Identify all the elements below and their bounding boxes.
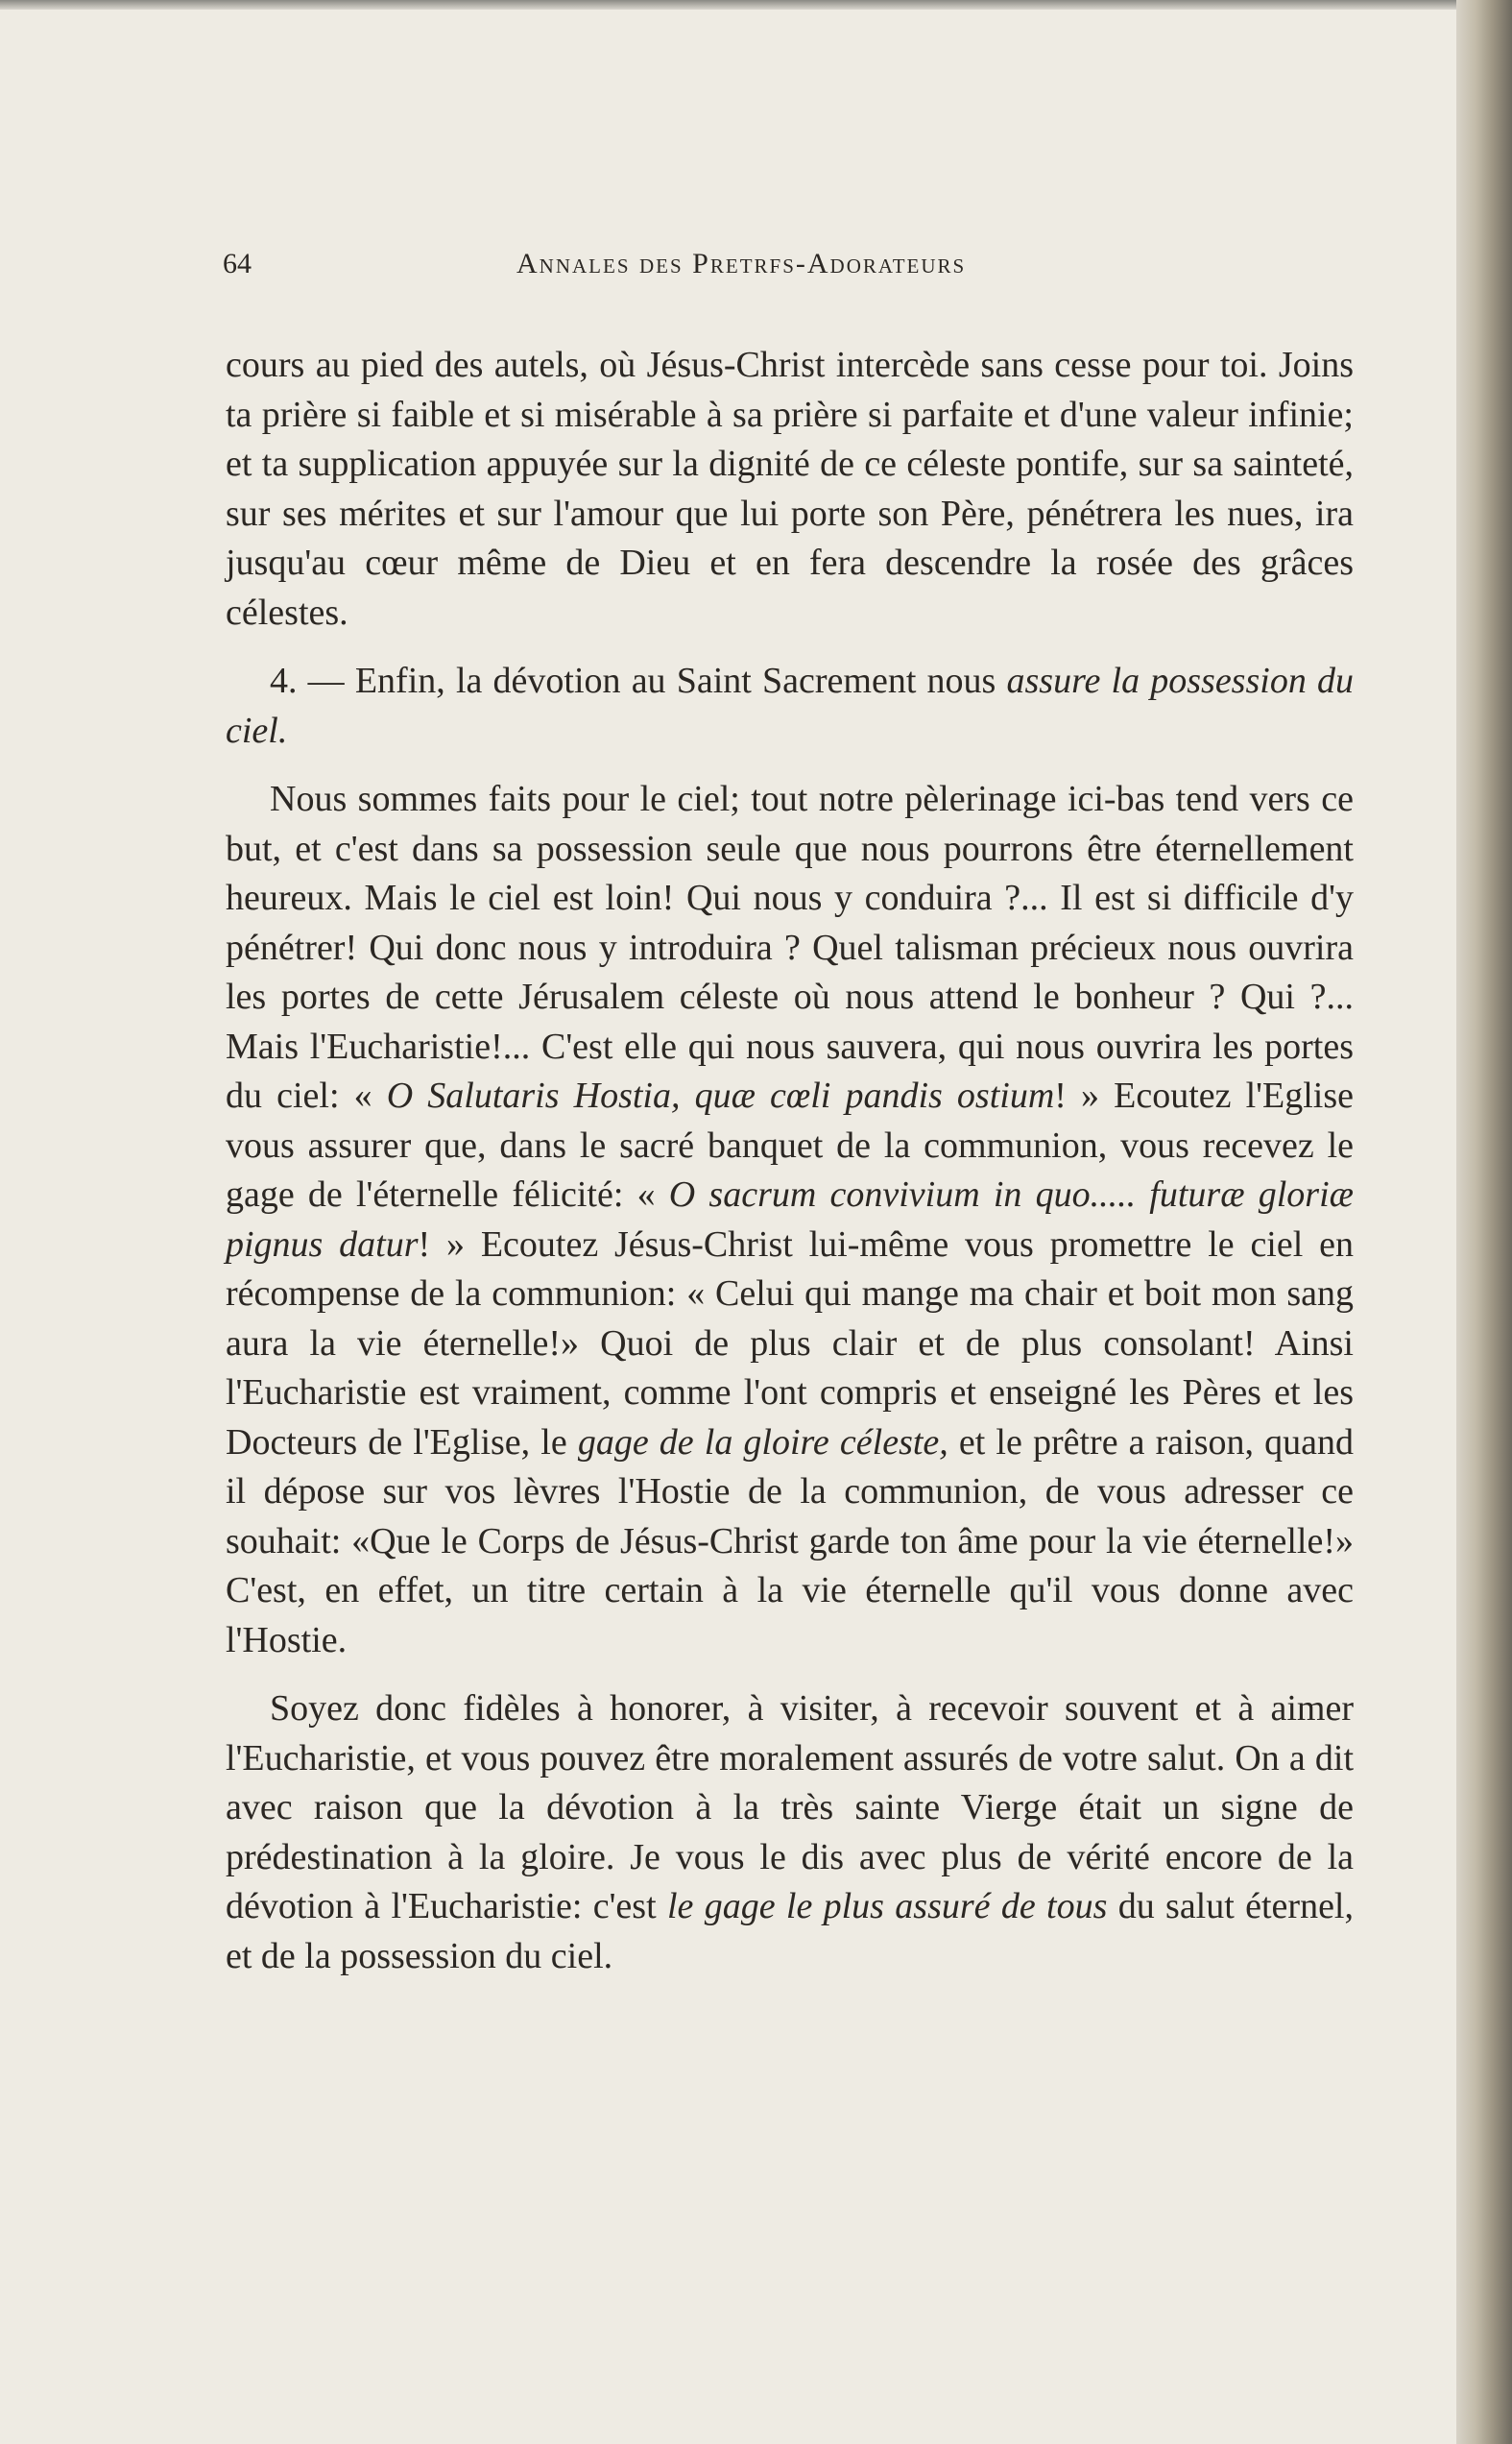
paragraph-section-4 (226, 657, 1354, 756)
page-right-edge (1456, 0, 1512, 2444)
paragraph-text: et le prêtre a raison, quand il dépose sur vos lèvres l'Hostie de la communion, de vous adresser ce souhait: «Que le Corps de Jésus-Christ garde ton âme pour la vie éternelle!» C'est, en effet, un titre certain à la vie éternelle qu'il vous donne avec l'Hostie. (226, 1421, 1354, 1660)
body-text (226, 341, 1354, 2000)
italic-phrase: le gage le plus assuré de tous (666, 1886, 1108, 1926)
running-head (223, 248, 1087, 286)
paragraph-text: Nous sommes faits pour le ciel; tout notre pèlerinage ici-bas tend vers ce but, et c'est dans sa possession seule que nous pourrons être éternellement heureux. Mais le ciel est loin! Qui nous y conduira ?... Il est si difficile d'y pénétrer! Qui donc nous y introduira ? Quel talisman précieux nous ouvrira les portes de cette Jérusalem céleste où nous attend le bonheur ? Qui ?... Mais l'Eucharistie!... C'est elle qui nous sauvera, qui nous ouvrira les portes du ciel: « (226, 779, 1354, 1116)
paragraph-text: ! » Ecoutez l'Eglise vous assurer que, dans le sacré banquet de la communion, vous recevez le gage de l'éternelle félicité: « (226, 1076, 1355, 1215)
page-number: 64 (223, 248, 252, 279)
italic-phrase: gage de la gloire céleste, (577, 1421, 948, 1463)
paragraph-continued (226, 341, 1354, 638)
paragraph-text: Soyez donc fidèles à honorer, à visiter, à recevoir souvent et à aimer l'Eucharistie, et vous pouvez être moralement assurés de votre salut. On a dit avec raison que la dévotion à la très sainte Vierge était un signe de prédestination à la gloire. Je vous le dis avec plus de vérité encore de la dévotion à l'Eucharistie: c'est (226, 1688, 1354, 1926)
latin-quote-salutaris: O Salutaris Hostia, quæ cœli pandis ostium (386, 1076, 1055, 1116)
paragraph-conclusion (226, 1684, 1354, 1981)
paragraph-text: 4. — Enfin, la dévotion au Saint Sacrement nous (270, 661, 1007, 701)
paragraph-text: cours au pied des autels, où Jésus-Christ intercède sans cesse pour toi. Joins ta prière si faible et si misérable à sa prière si parfaite et d'une valeur infinie; et ta supplication appuyée sur la dignité de ce céleste pontife, sur sa sainteté, sur ses mérites et sur l'amour que lui porte son Père, pénétrera les nues, ira jusqu'au cœur même de Dieu et en fera descendre la rosée des grâces célestes. (226, 345, 1354, 633)
latin-quote-sacrum: O sacrum convivium in quo..... futuræ gloriæ pignus datur (226, 1174, 1354, 1265)
paragraph-text: du salut éternel, et de la possession du ciel. (226, 1886, 1354, 1976)
running-title: Annales des Pretrfs-Adorateurs (516, 248, 967, 279)
paragraph-eucharist-heaven (226, 775, 1354, 1665)
italic-phrase: assure la possession du ciel. (226, 661, 1354, 751)
paragraph-text: ! » Ecoutez Jésus-Christ lui-même vous promettre le ciel en récompense de la communion: « Celui qui mange ma chair et boit mon sang aura la vie éternelle!» Quoi de plus clair et de plus consolant! Ainsi l'Eucharistie est vraiment, comme l'ont compris et enseigné les Pères et les Docteurs de l'Eglise, le (226, 1223, 1354, 1463)
